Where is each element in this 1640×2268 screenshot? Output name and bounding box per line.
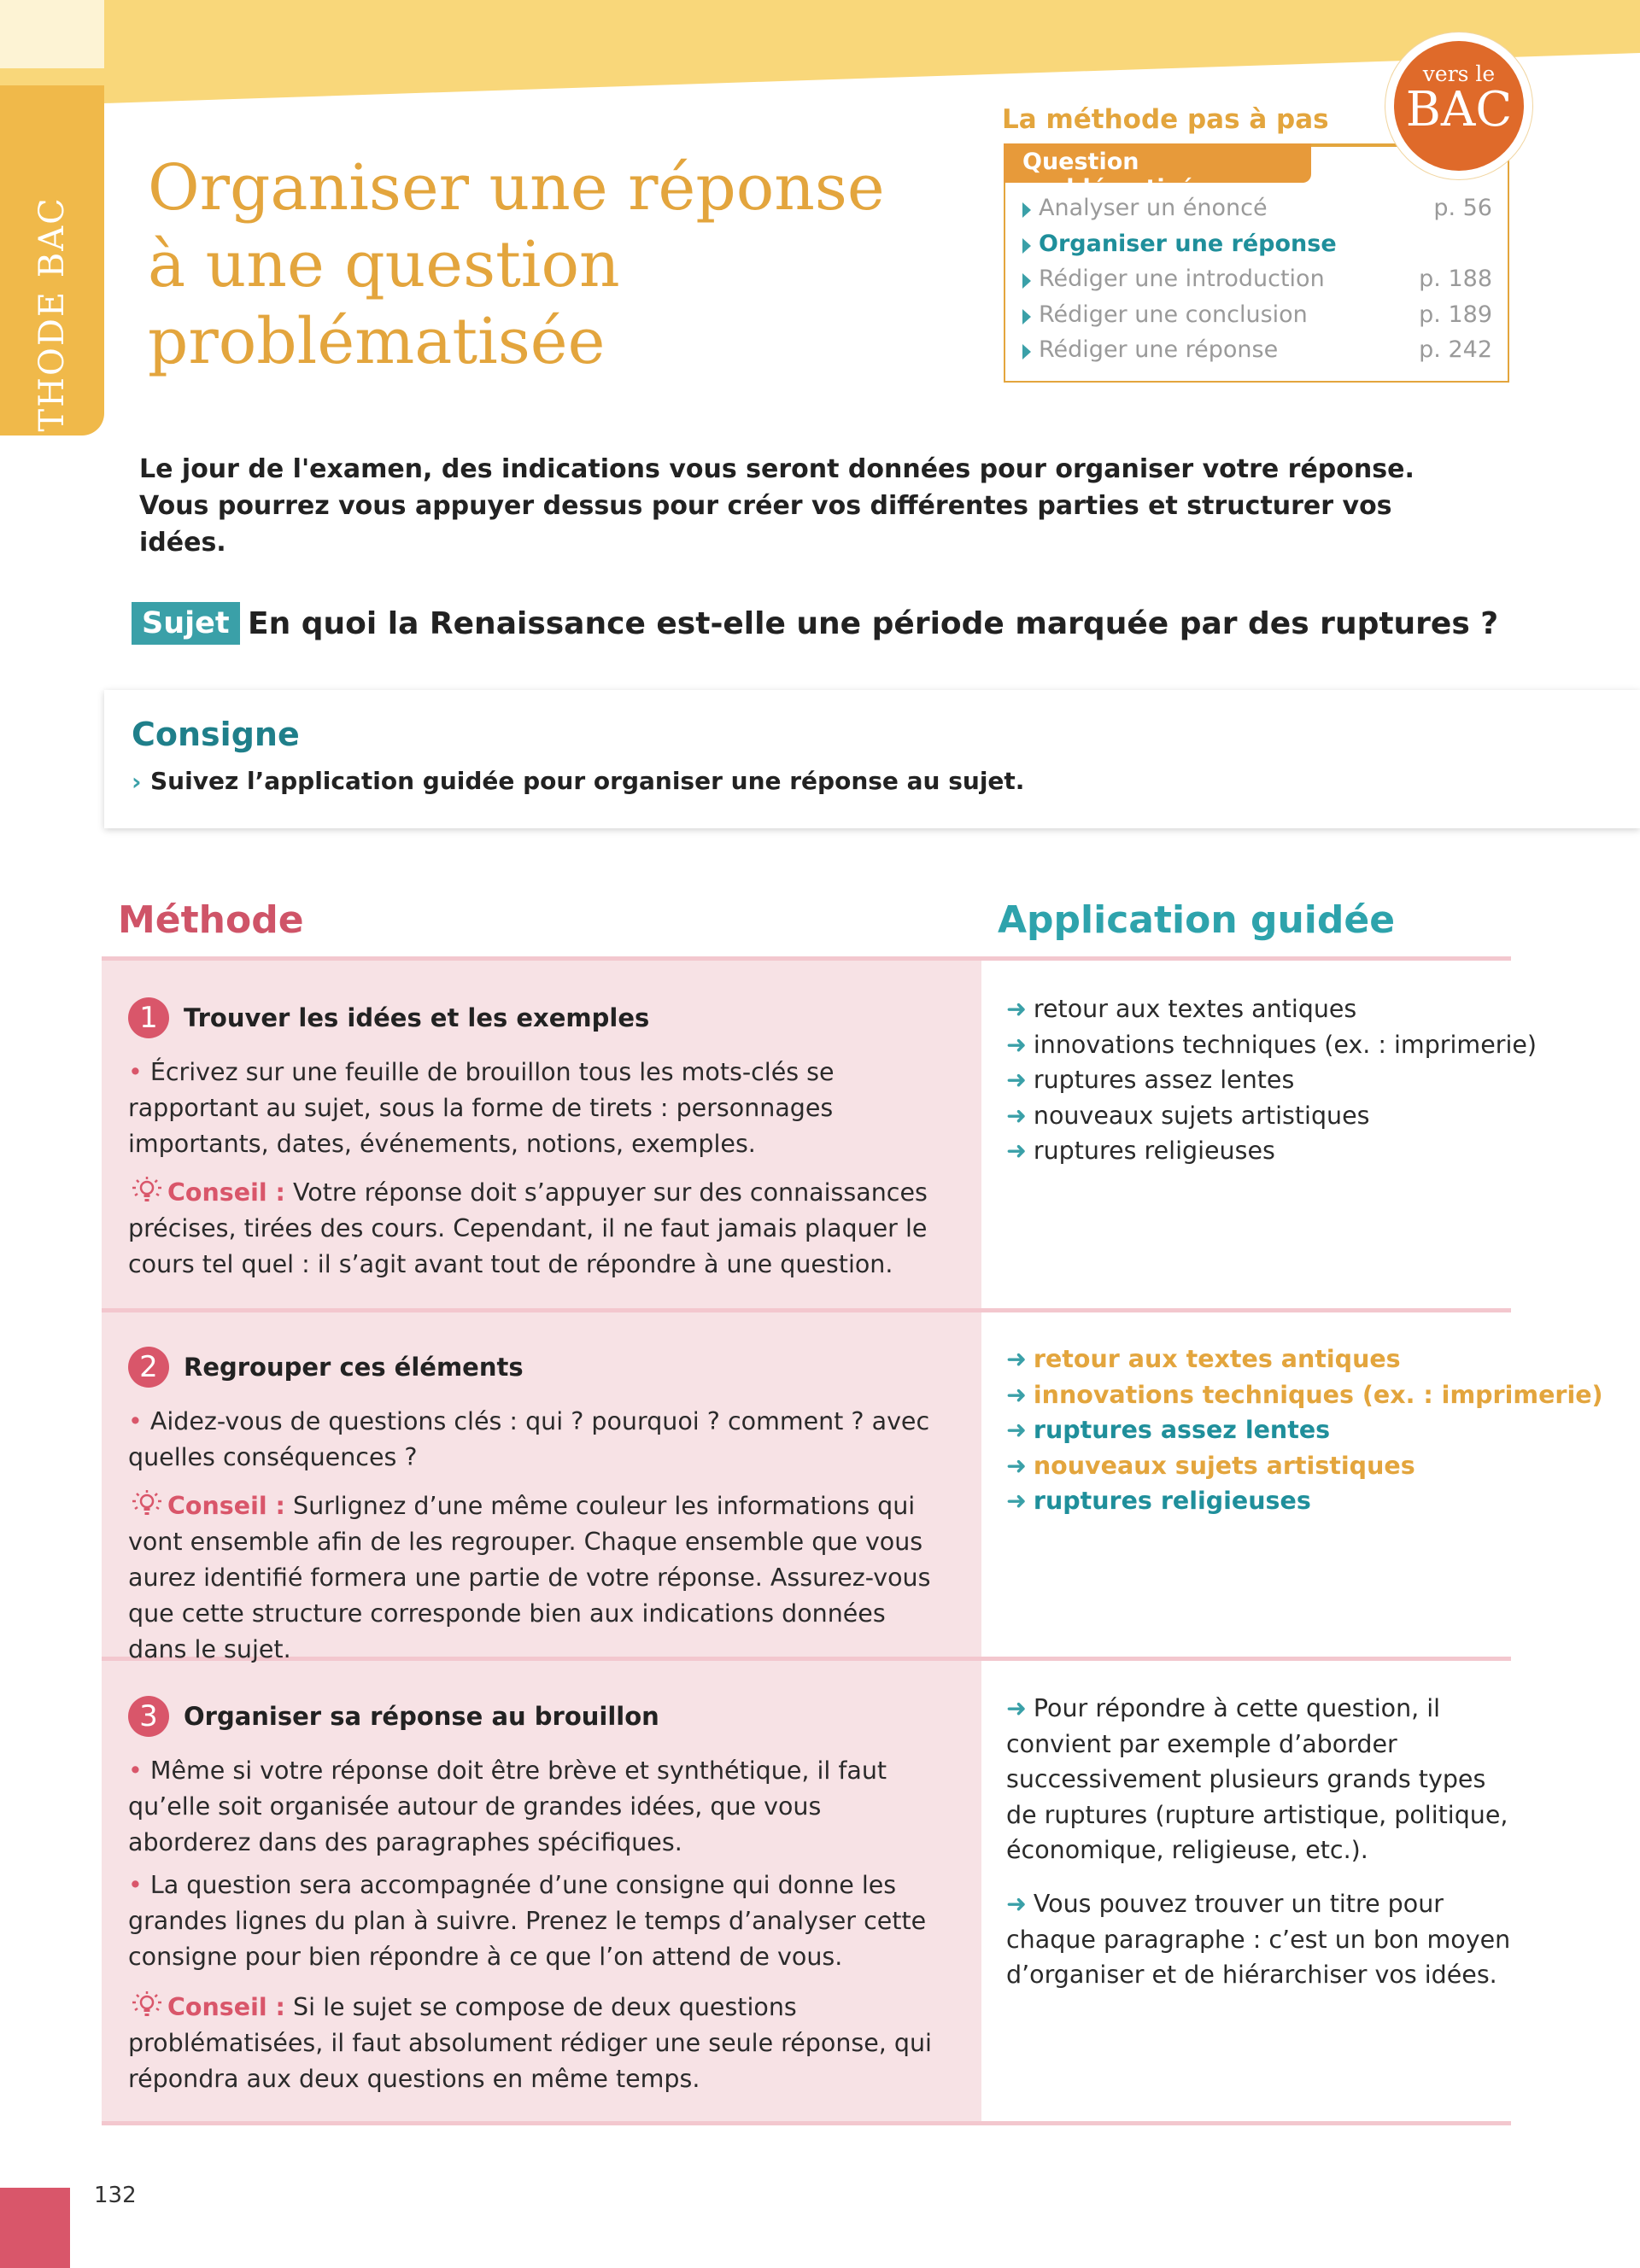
arrow-right-icon: ➜ <box>1006 1380 1027 1409</box>
consigne-box <box>104 690 1640 828</box>
page-title <box>148 149 968 380</box>
arrow-right-icon: ➜ <box>1006 995 1027 1023</box>
triangle-right-icon <box>1022 309 1031 324</box>
bac-badge-small: vers le <box>1422 61 1496 86</box>
conseil-label: Conseil : <box>167 1492 285 1520</box>
sujet-badge: Sujet <box>132 602 240 645</box>
title-line-2: à une question <box>148 228 620 301</box>
method-list <box>1022 195 1492 372</box>
method-item-label: Rédiger une conclusion <box>1039 301 1308 328</box>
arrow-right-icon: ➜ <box>1006 1066 1027 1094</box>
method-item-label: Rédiger une introduction <box>1039 266 1325 292</box>
method-item[interactable] <box>1022 195 1492 231</box>
title-line-1: Organiser une réponse <box>148 151 885 225</box>
arrow-right-icon: ➜ <box>1006 1890 1027 1918</box>
arrow-right-icon: ➜ <box>1006 1345 1027 1373</box>
step-1-title: Trouver les idées et les exemples <box>184 1003 650 1032</box>
step-3-bullet-text: Même si votre réponse doit être brève et synthétique, il faut qu’elle soit organisée autour de grandes idées, que vous aborderez dans des paragraphes spécifiques. <box>128 1757 887 1856</box>
method-item-label: Organiser une réponse <box>1039 230 1337 257</box>
step-2-bullet-text: Aidez-vous de questions clés : qui ? pourquoi ? comment ? avec quelles conséquences ? <box>128 1407 930 1471</box>
lightbulb-icon <box>128 1990 166 2020</box>
application-item: ➜ nouveaux sujets artistiques <box>1006 1101 1370 1130</box>
method-box-heading: La méthode pas à pas <box>1002 104 1329 135</box>
method-item-active[interactable] <box>1022 231 1492 266</box>
step-3-bullet <box>128 1753 948 1861</box>
step-1-conseil-text: Votre réponse doit s’appuyer sur des connaissances précises, tirées des cours. Cependant, il ne faut jamais plaquer le cours tel quel : il s’agit avant tout de répondre à une question. <box>128 1178 928 1278</box>
chevron-right-icon: › <box>132 768 142 796</box>
method-item-page: p. 56 <box>1433 195 1492 221</box>
bac-badge-circle <box>1394 41 1524 171</box>
step-2-conseil-text: Surlignez d’une même couleur les informations qui vont ensemble afin de les regrouper. Chaque ensemble que vous aurez identifié formera une partie de votre réponse. Assurez-vous que cette structure corresponde bien aux indications données dans le sujet. <box>128 1492 931 1663</box>
step-1-bullet-text: Écrivez sur une feuille de brouillon tous les mots-clés se rapportant au sujet, sous la forme de tirets : personnages importants, dates, événements, notions, exemples. <box>128 1058 835 1158</box>
step-3-conseil <box>128 1990 948 2097</box>
application-item: ➜ retour aux textes antiques <box>1006 995 1357 1023</box>
application-item: ➜ innovations techniques (ex. : imprimerie) <box>1006 1030 1538 1059</box>
step-3-bullet-text: La question sera accompagnée d’une consigne qui donne les grandes lignes du plan à suivre. Prenez le temps d’analyser cette consigne pour bien répondre à ce que l’on attend de vous. <box>128 1871 927 1971</box>
step-2-bullet <box>128 1404 948 1476</box>
triangle-right-icon <box>1022 273 1031 289</box>
step-2-conseil <box>128 1488 948 1668</box>
step-3-number: 3 <box>128 1696 169 1737</box>
application-item: ➜ ruptures assez lentes <box>1006 1416 1331 1444</box>
divider <box>102 2121 1511 2125</box>
arrow-right-icon: ➜ <box>1006 1137 1027 1165</box>
step-1-number: 1 <box>128 997 169 1038</box>
bac-badge <box>1385 32 1532 179</box>
page-number: 132 <box>94 2183 137 2208</box>
application-step-3-para-2: ➜ Vous pouvez trouver un titre pour chaque paragraphe : c’est un bon moyen d’organiser et de hiérarchiser vos idées. <box>1006 1890 1511 1989</box>
bullet-icon: • <box>128 1757 143 1785</box>
step-1-conseil <box>128 1175 948 1283</box>
arrow-right-icon: ➜ <box>1006 1694 1027 1722</box>
application-step-2 <box>1006 1342 1603 1519</box>
method-item-page: p. 188 <box>1419 266 1492 292</box>
conseil-label: Conseil : <box>167 1178 285 1207</box>
triangle-right-icon <box>1022 238 1031 254</box>
bullet-icon: • <box>128 1871 143 1899</box>
corner-notch <box>0 0 104 68</box>
method-box-tab: Question problématisée <box>1004 143 1311 183</box>
step-2-number: 2 <box>128 1347 169 1388</box>
lightbulb-icon <box>128 1175 166 1206</box>
method-item-label: Rédiger une réponse <box>1039 336 1279 363</box>
side-tab-label: MÉTHODE BAC <box>32 196 72 495</box>
application-item: ➜ innovations techniques (ex. : imprimerie) <box>1006 1380 1603 1409</box>
application-item: ➜ nouveaux sujets artistiques <box>1006 1451 1415 1480</box>
method-item-page: p. 242 <box>1419 336 1492 363</box>
step-3-conseil-text: Si le sujet se compose de deux questions problématisées, il faut absolument rédiger une seule réponse, qui répondra aux deux questions en même temps. <box>128 1993 932 2093</box>
application-step-1 <box>1006 991 1538 1169</box>
arrow-right-icon: ➜ <box>1006 1101 1027 1130</box>
arrow-right-icon: ➜ <box>1006 1030 1027 1059</box>
bullet-icon: • <box>128 1058 143 1086</box>
application-item: ➜ ruptures assez lentes <box>1006 1066 1295 1094</box>
conseil-label: Conseil : <box>167 1993 285 2021</box>
method-item-page: p. 189 <box>1419 301 1492 328</box>
step-3-bullet <box>128 1868 948 1975</box>
method-item[interactable] <box>1022 336 1492 372</box>
method-item[interactable] <box>1022 301 1492 337</box>
side-tab <box>0 85 104 495</box>
step-3-title: Organiser sa réponse au brouillon <box>184 1702 659 1731</box>
triangle-right-icon <box>1022 202 1031 218</box>
consigne-title: Consigne <box>132 716 300 753</box>
triangle-right-icon <box>1022 344 1031 359</box>
step-2-title: Regrouper ces éléments <box>184 1353 524 1382</box>
footer-color-block <box>0 2188 70 2268</box>
sujet-question: En quoi la Renaissance est-elle une période marquée par des ruptures ? <box>248 606 1499 641</box>
arrow-right-icon: ➜ <box>1006 1487 1027 1515</box>
consigne-text: Suivez l’application guidée pour organiser une réponse au sujet. <box>150 767 1025 795</box>
step-1-bullet <box>128 1055 948 1162</box>
column-header-application: Application guidée <box>998 898 1396 942</box>
bac-badge-big: BAC <box>1405 82 1513 137</box>
application-step-3-para-1: ➜ Pour répondre à cette question, il convient par exemple d’aborder successivement plusieurs grands types de ruptures (rupture artistique, politique, économique, religieuse, etc.). <box>1006 1694 1508 1864</box>
method-item[interactable] <box>1022 266 1492 301</box>
arrow-right-icon: ➜ <box>1006 1416 1027 1444</box>
application-item: ➜ ruptures religieuses <box>1006 1137 1275 1165</box>
arrow-right-icon: ➜ <box>1006 1451 1027 1480</box>
title-line-3: problématisée <box>148 305 606 378</box>
application-item: ➜ retour aux textes antiques <box>1006 1345 1401 1373</box>
application-item: ➜ ruptures religieuses <box>1006 1487 1311 1515</box>
lightbulb-icon <box>128 1488 166 1519</box>
column-header-method: Méthode <box>118 898 304 942</box>
intro-text: Le jour de l'examen, des indications vous seront données pour organiser votre réponse. Vous pourrez vous appuyer dessus pour créer vos différentes parties et structurer vos idées. <box>139 454 1414 558</box>
bullet-icon: • <box>128 1407 143 1435</box>
method-item-label: Analyser un énoncé <box>1039 195 1268 221</box>
